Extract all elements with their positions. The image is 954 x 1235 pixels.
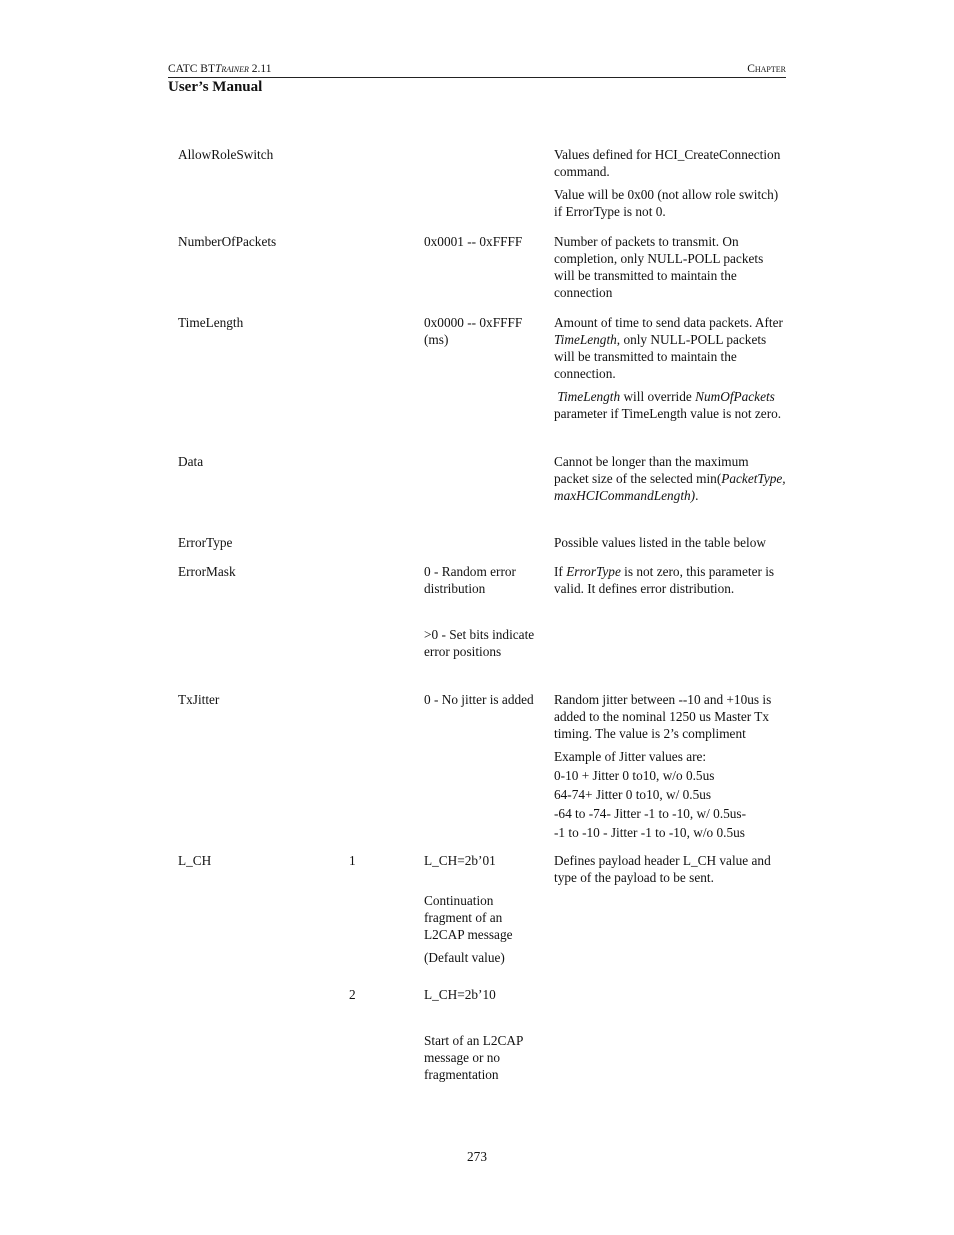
param-name: Data xyxy=(178,454,204,469)
param-description: Number of packets to transmit. On completion, only NULL-POLL packets will be transmitted to maintain the connection xyxy=(554,234,764,300)
param-values: 0 - No jitter is added xyxy=(424,692,534,707)
param-name: ErrorMask xyxy=(178,564,236,579)
header-rule xyxy=(168,77,786,78)
param-name: ErrorType xyxy=(178,535,233,550)
page-number: 273 xyxy=(467,1149,487,1164)
param-range: 0x0000 -- 0xFFFF (ms) xyxy=(424,315,523,347)
param-description: Random jitter between --10 and +10us is added to the nominal 1250 us Master Tx timing. The value is 2’s compliment Example of Jitter values are: 0-10 + Jitter 0 to10, w/o 0.5us 64-74+ Jitter 0 to10, w/ 0.5us -64 to -74- Jitter -1 to -10, w/ 0.5us- -1 to -10 - Jitter -1 to -10, w/o 0.5us xyxy=(554,692,772,840)
param-name: AllowRoleSwitch xyxy=(178,147,274,162)
param-option-number: 1 xyxy=(349,853,356,868)
param-name: L_CH xyxy=(178,853,212,868)
header-subtitle: User’s Manual xyxy=(168,79,263,95)
param-description: Cannot be longer than the maximum packet size of the selected min(PacketType, maxHCICommandLength). xyxy=(554,454,786,503)
param-description: Defines payload header L_CH value and type of the payload to be sent. xyxy=(554,853,771,885)
param-values: L_CH=2b’10 Start of an L2CAP message or no fragmentation xyxy=(424,987,523,1082)
param-description: Amount of time to send data packets. After TimeLength, only NULL-POLL packets will be transmitted to maintain the connection. TimeLength will override NumOfPackets parameter if TimeLength value is not zero. xyxy=(554,315,783,421)
param-description: Values defined for HCI_CreateConnection command. Value will be 0x00 (not allow role switch) if ErrorType is not 0. xyxy=(554,147,781,219)
param-name: TxJitter xyxy=(178,692,220,707)
param-values: L_CH=2b’01 Continuation fragment of an L2CAP message (Default value) xyxy=(424,853,513,965)
param-description: Possible values listed in the table below xyxy=(554,535,766,550)
param-values: 0 - Random error distribution >0 - Set bits indicate error positions xyxy=(424,564,535,659)
param-name: TimeLength xyxy=(178,315,244,330)
param-option-number: 2 xyxy=(349,987,356,1002)
header-chapter: Chapter xyxy=(747,63,786,75)
header-product: CATC BTTrainer 2.11 xyxy=(168,63,272,75)
param-description: If ErrorType is not zero, this parameter is valid. It defines error distribution. xyxy=(554,564,775,596)
param-range: 0x0001 -- 0xFFFF xyxy=(424,234,523,249)
param-name: NumberOfPackets xyxy=(178,234,277,249)
